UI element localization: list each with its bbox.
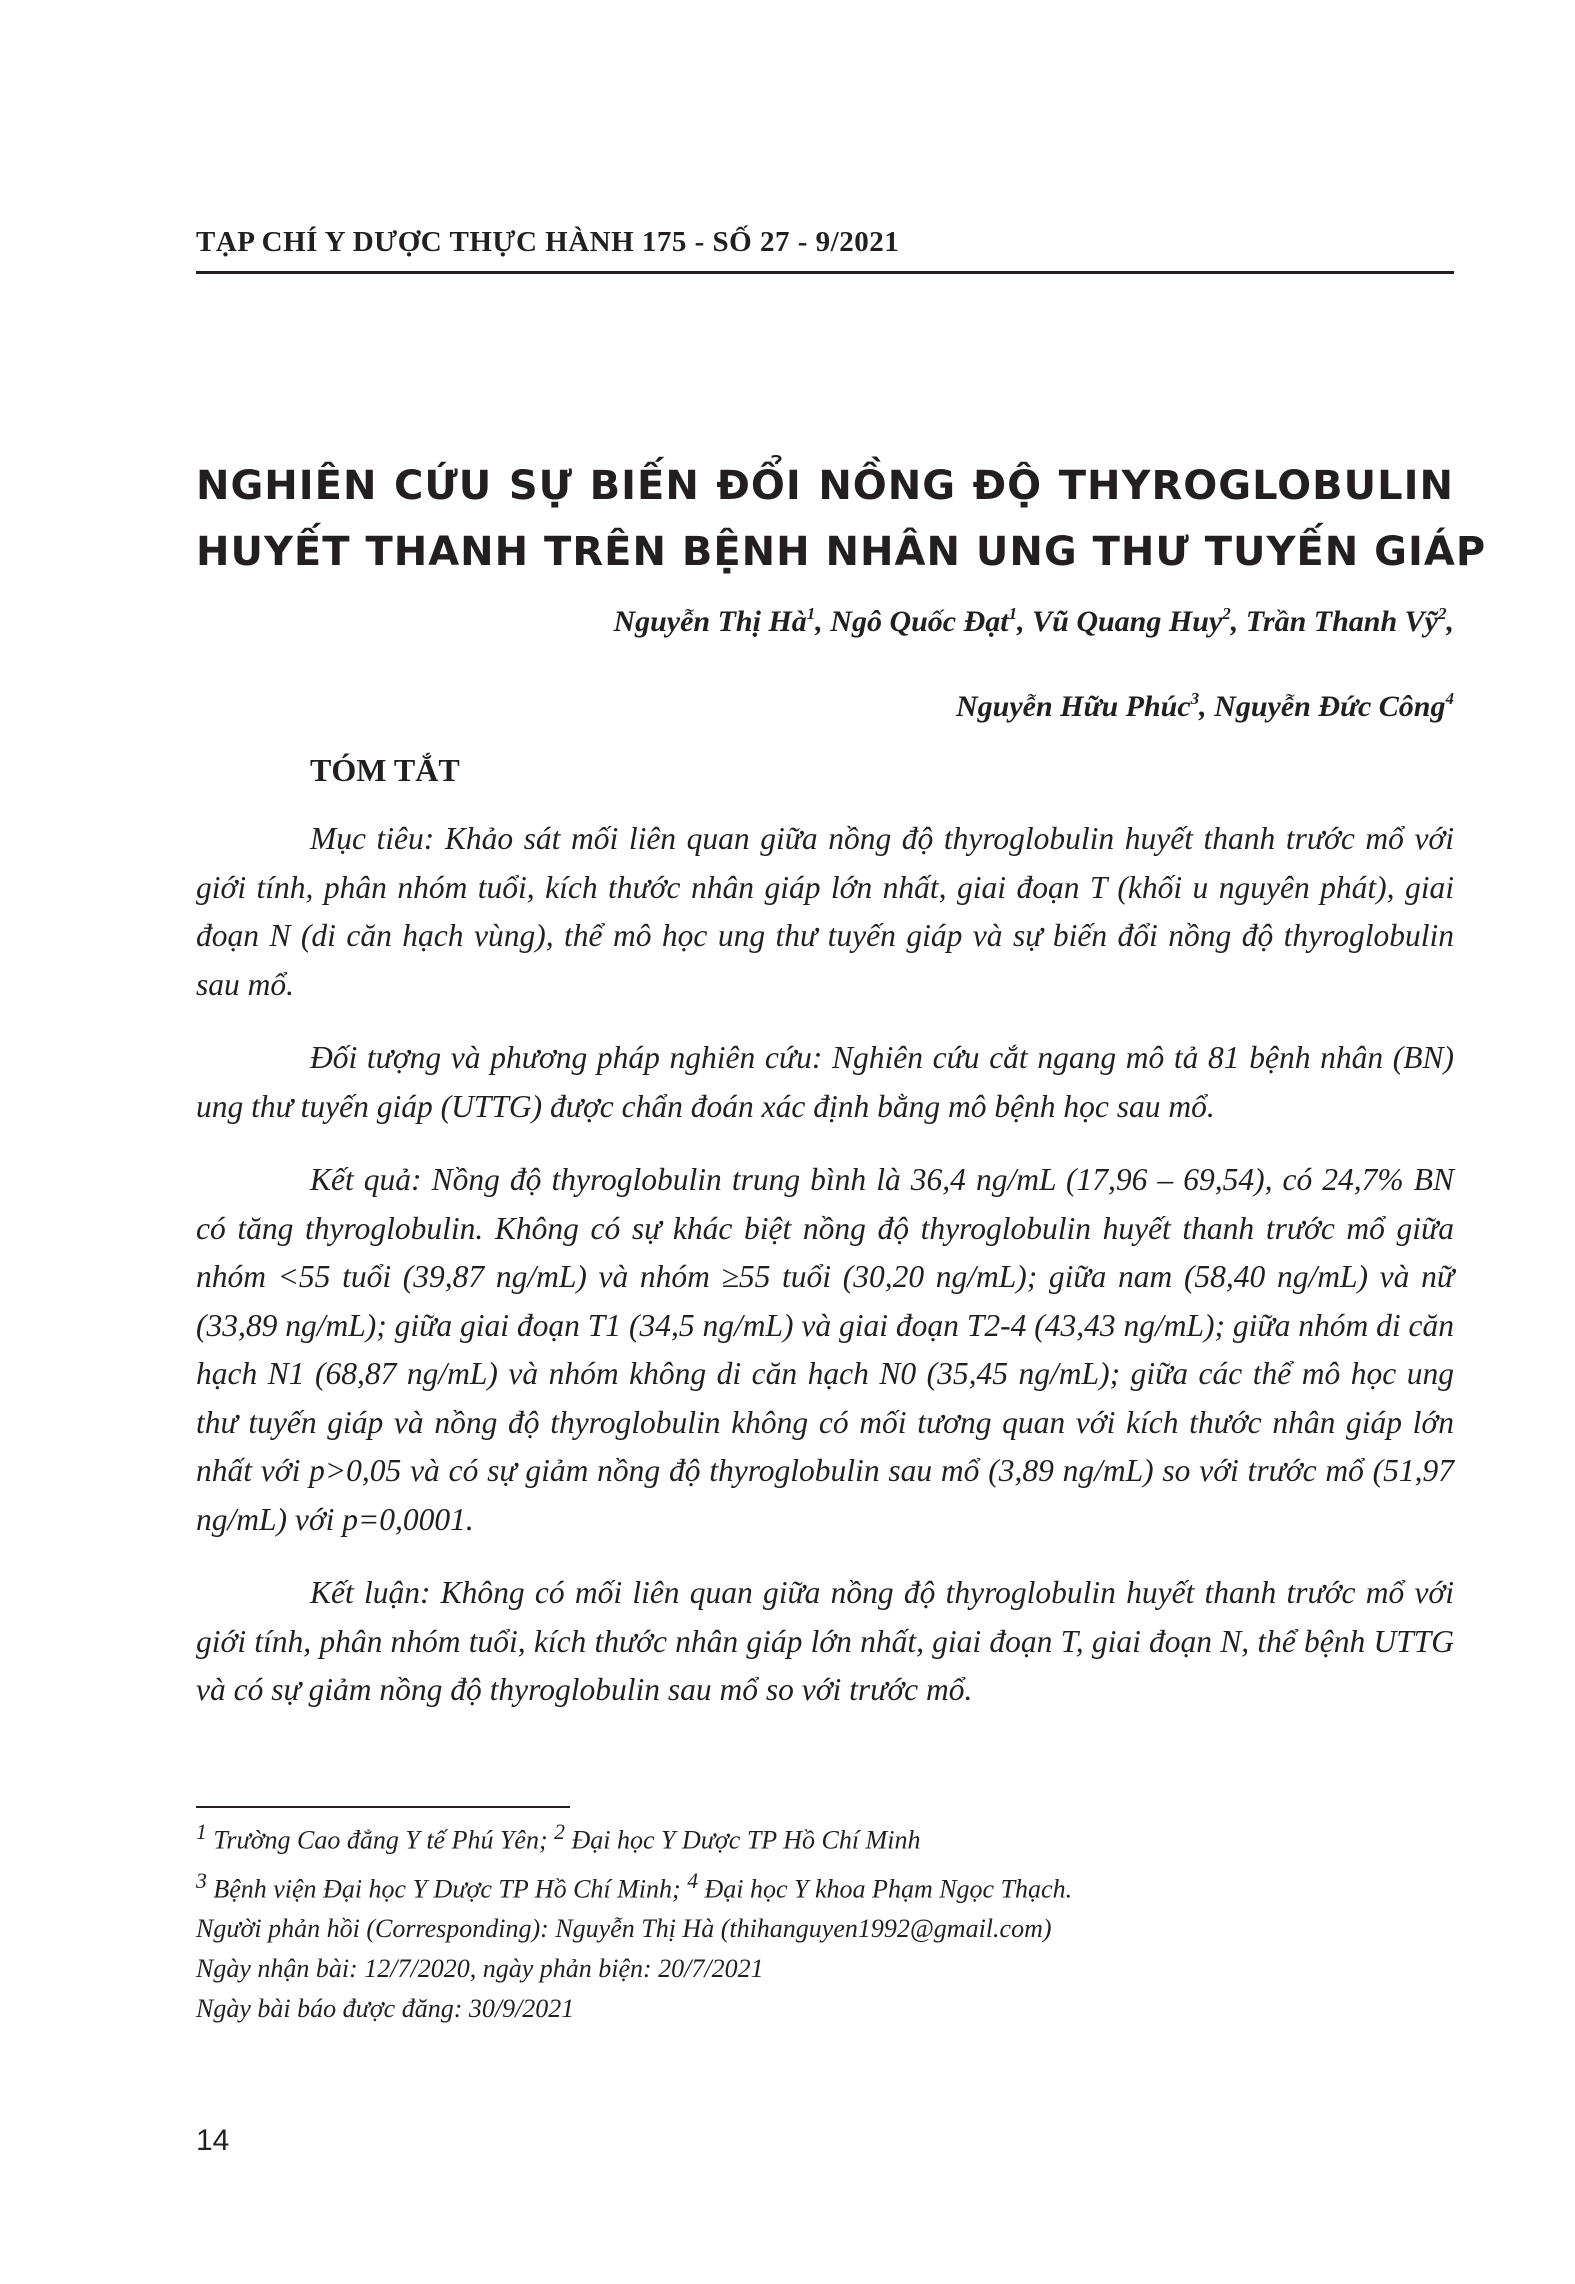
author-separator: , — [815, 605, 831, 638]
article-title — [196, 453, 1487, 585]
author-name: Nguyễn Đức Công — [1214, 690, 1446, 723]
author-affiliation: 1 — [806, 604, 816, 623]
footnote-affiliations-2 — [196, 1861, 1454, 1910]
footnote-text: Đại học Y Dược TP Hồ Chí Minh — [564, 1825, 921, 1855]
author-name: Nguyễn Hữu Phúc — [956, 690, 1191, 723]
abstract-results: Kết quả: Nồng độ thyroglobulin trung bình là 36,4 ng/mL (17,96 – 69,54), có 24,7% BN có tăng thyroglobulin. Không có sự khác biệt nồng độ thyroglobulin huyết thanh trước mổ giữa nhóm <55 tuổi (39,87 ng/mL) và nhóm ≥55 tuổi (30,20 ng/mL); giữa nam (58,40 ng/mL) và nữ (33,89 ng/mL); giữa giai đoạn T1 (34,5 ng/mL) và giai đoạn T2-4 (43,43 ng/mL); giữa nhóm di căn hạch N1 (68,87 ng/mL) và nhóm không di căn hạch N0 (35,45 ng/mL); giữa các thể mô học ung thư tuyến giáp và nồng độ thyroglobulin không có mối tương quan với kích thước nhân giáp lớn nhất với p>0,05 và có sự giảm nồng độ thyroglobulin sau mổ (3,89 ng/mL) so với trước mổ (51,97 ng/mL) với p=0,0001. — [196, 1162, 1454, 1537]
page-number: 14 — [196, 2124, 230, 2157]
author-affiliation: 2 — [1438, 604, 1447, 623]
abstract-heading: TÓM TẮT — [310, 752, 460, 788]
abstract-methods: Đối tượng và phương pháp nghiên cứu: Nghiên cứu cắt ngang mô tả 81 bệnh nhân (BN) ung thư tuyến giáp (UTTG) được chẩn đoán xác định bằng mô bệnh học sau mổ. — [196, 1040, 1454, 1124]
author-affiliation: 3 — [1190, 689, 1200, 708]
title-line-1: NGHIÊN CỨU SỰ BIẾN ĐỔI NỒNG ĐỘ THYROGLOBULIN — [196, 463, 1454, 509]
footnote-text: Bệnh viện Đại học Y Dược TP Hồ Chí Minh; — [206, 1874, 688, 1904]
footnote-affiliations-1 — [196, 1812, 1454, 1861]
footnote-marker: 1 — [196, 1820, 207, 1844]
author-affiliation: 2 — [1222, 604, 1231, 623]
author-separator: , — [1230, 605, 1246, 638]
footnote-marker: 3 — [196, 1868, 207, 1893]
footnote-text: Trường Cao đẳng Y tế Phú Yên; — [206, 1825, 555, 1855]
authors-line-2 — [956, 690, 1454, 724]
header-rule — [196, 271, 1454, 274]
footnote-corresponding: Người phản hồi (Corresponding): Nguyễn Thị Hà (thihanguyen1992@gmail.com) — [196, 1914, 1052, 1944]
abstract-objective: Mục tiêu: Khảo sát mối liên quan giữa nồng độ thyroglobulin huyết thanh trước mổ với giới tính, phân nhóm tuổi, kích thước nhân giáp lớn nhất, giai đoạn T (khối u nguyên phát), giai đoạn N (di căn hạch vùng), thể mô học ung thư tuyến giáp và sự biến đổi nồng độ thyroglobulin sau mổ. — [196, 821, 1454, 1002]
author-name: Trần Thanh Vỹ — [1245, 605, 1438, 638]
title-line-2: HUYẾT THANH TRÊN BỆNH NHÂN UNG THƯ TUYẾN GIÁP — [196, 529, 1487, 575]
author-affiliation: 1 — [1008, 604, 1018, 623]
author-name: Ngô Quốc Đạt — [830, 605, 1009, 638]
footnote-rule — [196, 1806, 570, 1808]
author-separator: , — [1446, 605, 1454, 638]
author-name: Vũ Quang Huy — [1032, 605, 1223, 638]
footnote-marker: 4 — [687, 1868, 699, 1893]
footnote-published: Ngày bài báo được đăng: 30/9/2021 — [196, 1994, 575, 2024]
footnote-dates: Ngày nhận bài: 12/7/2020, ngày phản biện: 20/7/2021 — [196, 1954, 764, 1984]
author-separator: , — [1199, 690, 1215, 723]
author-affiliation: 4 — [1445, 689, 1454, 708]
abstract-body — [196, 815, 1454, 1740]
footnote-text: Đại học Y khoa Phạm Ngọc Thạch. — [698, 1874, 1073, 1904]
footnote-marker: 2 — [554, 1820, 565, 1844]
author-name: Nguyễn Thị Hà — [613, 605, 807, 638]
authors-line-1 — [613, 605, 1454, 639]
author-separator: , — [1017, 605, 1033, 638]
footnotes — [196, 1812, 1454, 2029]
journal-header: TẠP CHÍ Y DƯỢC THỰC HÀNH 175 - SỐ 27 - 9/2021 — [196, 226, 900, 258]
abstract-conclusion: Kết luận: Không có mối liên quan giữa nồng độ thyroglobulin huyết thanh trước mổ với giới tính, phân nhóm tuổi, kích thước nhân giáp lớn nhất, giai đoạn T, giai đoạn N, thể bệnh UTTG và có sự giảm nồng độ thyroglobulin sau mổ so với trước mổ. — [196, 1575, 1454, 1707]
